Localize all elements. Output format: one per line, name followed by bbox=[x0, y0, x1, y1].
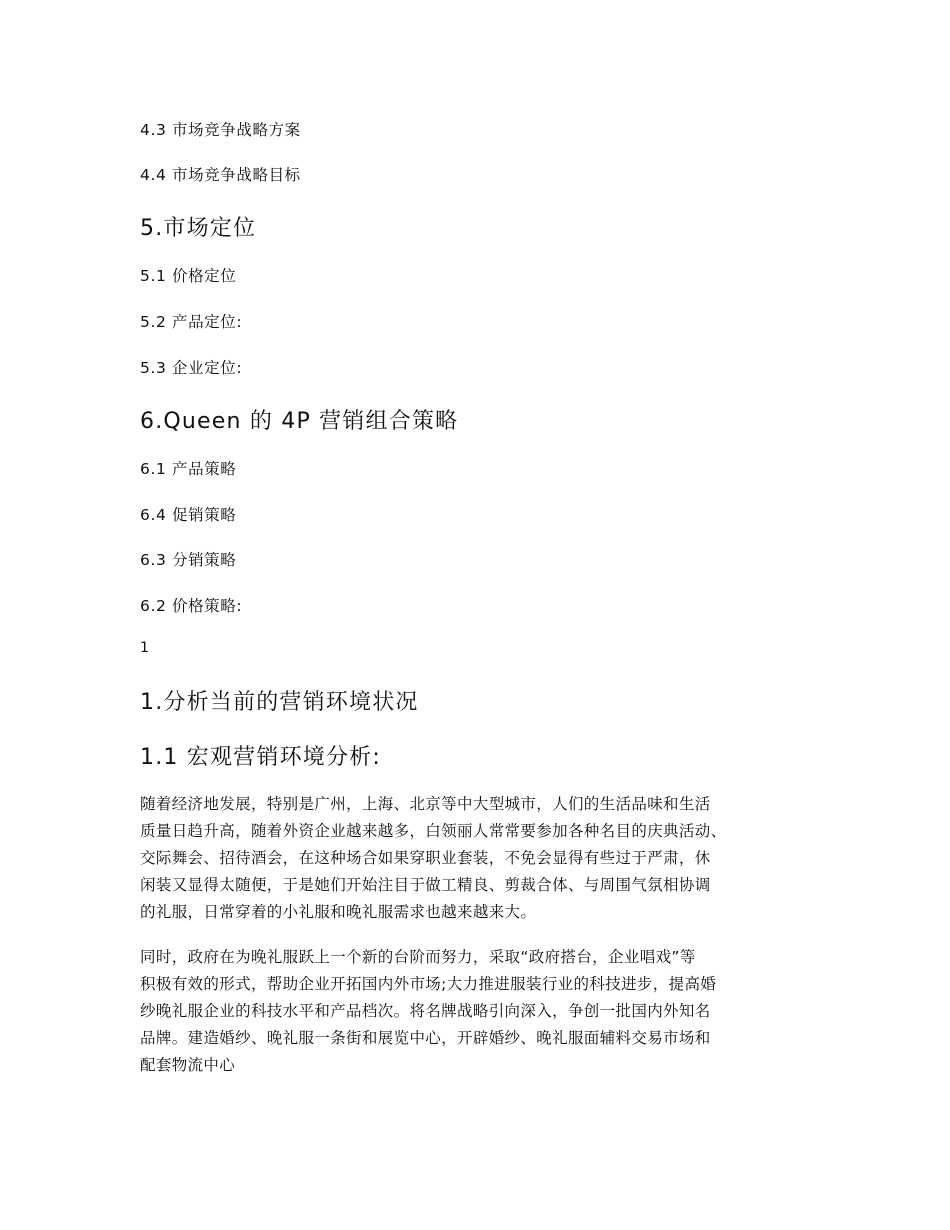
toc-item-4-4: 4.4 市场竞争战略目标 bbox=[140, 166, 301, 184]
toc-section-6-heading: 6.Queen 的 4P 营销组合策略 bbox=[140, 409, 459, 434]
toc-item-4-3: 4.3 市场竞争战略方案 bbox=[140, 121, 301, 139]
paragraph-line: 闲装又显得太随便，于是她们开始注目于做工精良、剪裁合体、与周围气氛相协调 bbox=[140, 876, 711, 894]
toc-item-6-1: 6.1 产品策略 bbox=[140, 460, 237, 478]
toc-section-5-heading: 5.市场定位 bbox=[140, 216, 257, 241]
paragraph-government-support bbox=[140, 944, 812, 1079]
section-1-heading: 1.分析当前的营销环境状况 bbox=[140, 690, 419, 715]
paragraph-line: 同时，政府在为晚礼服跃上一个新的台阶而努力，采取“政府搭台，企业唱戏”等 bbox=[140, 948, 696, 966]
toc-item-5-1: 5.1 价格定位 bbox=[140, 267, 237, 285]
paragraph-line: 纱晚礼服企业的科技水平和产品档次。将名牌战略引向深入，争创一批国内外知名 bbox=[140, 1002, 711, 1020]
toc-item-6-2: 6.2 价格策略: bbox=[140, 597, 243, 615]
toc-item-5-2: 5.2 产品定位: bbox=[140, 313, 243, 331]
page-number: 1 bbox=[140, 640, 149, 656]
paragraph-line: 积极有效的形式，帮助企业开拓国内外市场;大力推进服装行业的科技进步，提高婚 bbox=[140, 975, 717, 993]
paragraph-line: 的礼服，日常穿着的小礼服和晚礼服需求也越来越来大。 bbox=[140, 903, 537, 921]
paragraph-line: 品牌。建造婚纱、晚礼服一条街和展览中心，开辟婚纱、晚礼服面辅料交易市场和 bbox=[140, 1029, 711, 1047]
paragraph-line: 质量日趋升高，随着外资企业越来越多，白领丽人常常要参加各种名目的庆典活动、 bbox=[140, 822, 727, 840]
toc-item-6-3: 6.3 分销策略 bbox=[140, 551, 237, 569]
section-1-1-heading: 1.1 宏观营销环境分析: bbox=[140, 745, 381, 770]
paragraph-line: 随着经济地发展，特别是广州，上海、北京等中大型城市，人们的生活品味和生活 bbox=[140, 795, 711, 813]
paragraph-macro-environment bbox=[140, 791, 812, 926]
toc-item-6-4: 6.4 促销策略 bbox=[140, 506, 237, 524]
toc-item-5-3: 5.3 企业定位: bbox=[140, 359, 243, 377]
paragraph-line: 交际舞会、招待酒会，在这种场合如果穿职业套装，不免会显得有些过于严肃，休 bbox=[140, 849, 711, 867]
paragraph-line: 配套物流中心 bbox=[140, 1056, 236, 1074]
